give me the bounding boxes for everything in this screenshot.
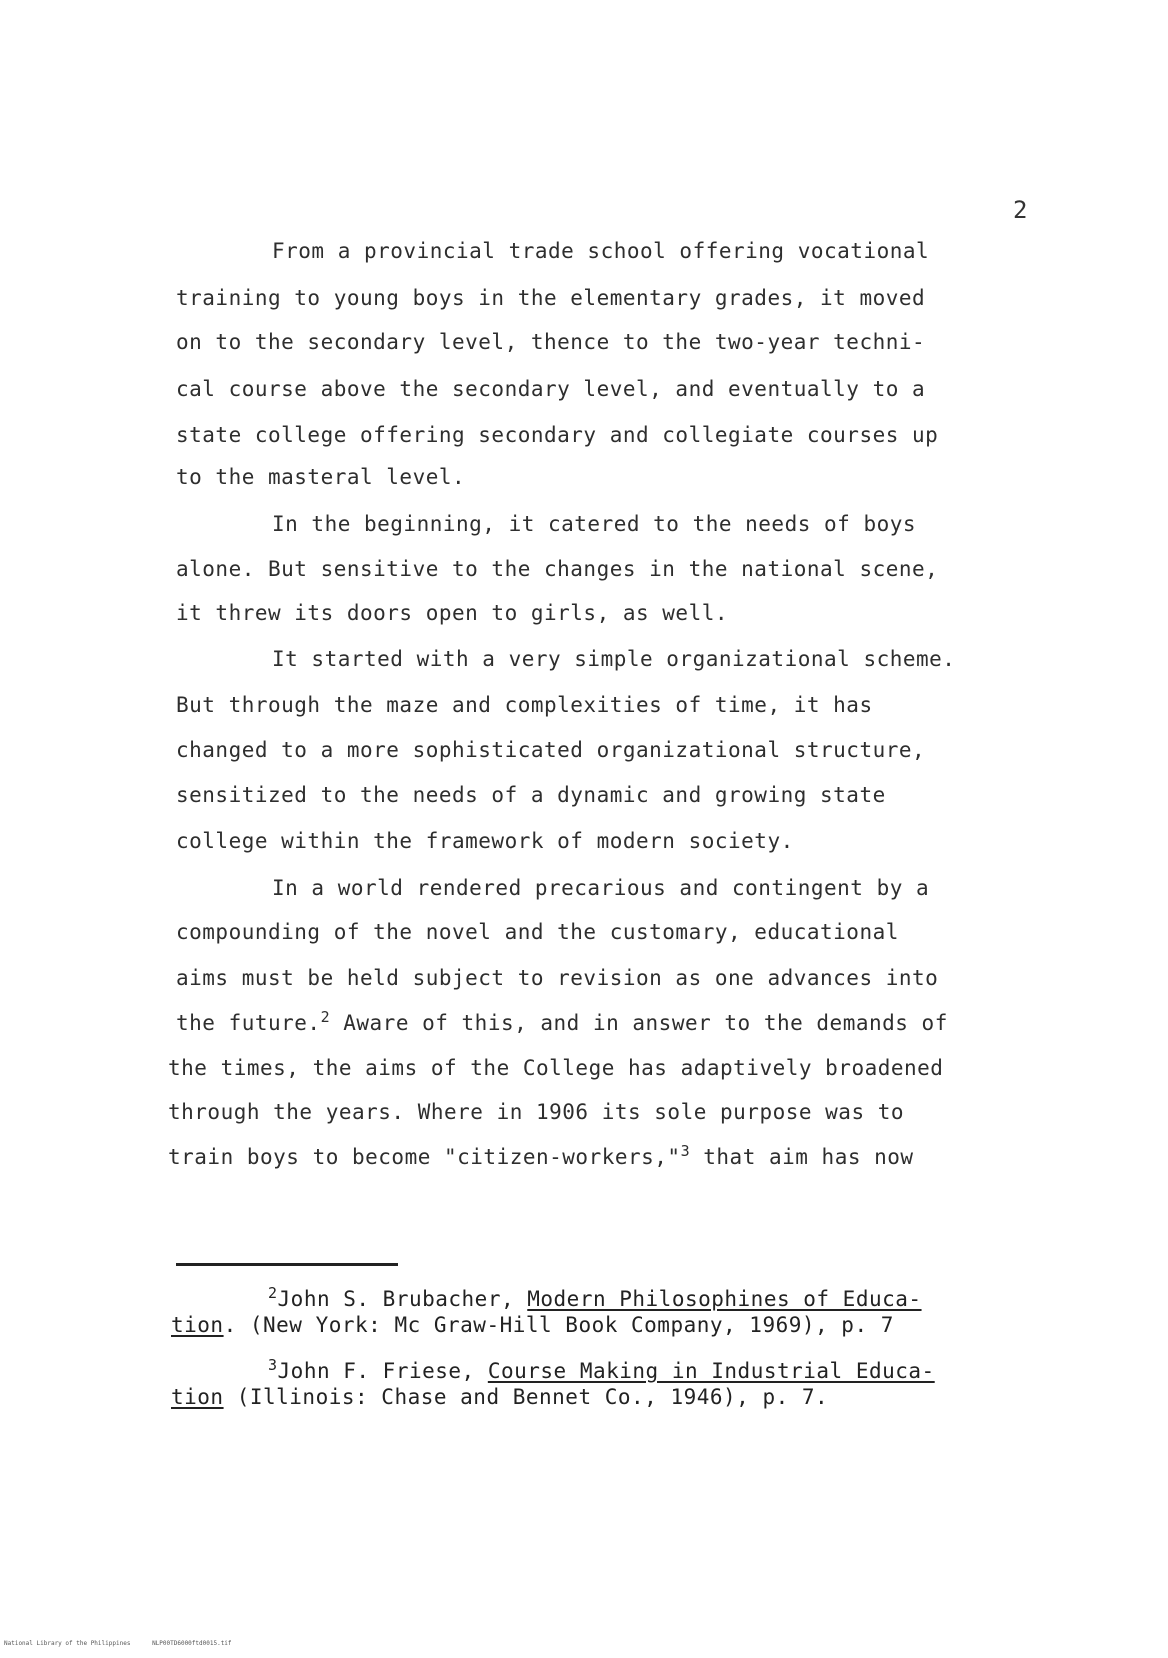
body-line: through the years. Where in 1906 its sole purpose was to <box>168 1100 905 1124</box>
line-text: the future. <box>176 1011 321 1035</box>
body-line: on to the secondary level, thence to the two-year techni- <box>176 330 926 354</box>
library-name: National Library of the Philippines <box>4 1640 131 1647</box>
scan-catalog-footer <box>4 1640 250 1647</box>
footnote-ref-3: 3 <box>680 1142 691 1160</box>
body-line: to the masteral level. <box>176 465 466 489</box>
body-line: it threw its doors open to girls, as well. <box>176 601 729 625</box>
footnote-title: tion <box>171 1385 224 1409</box>
body-line: changed to a more sophisticated organizational structure, <box>176 738 926 762</box>
line-text: train boys to become "citizen-workers," <box>168 1145 681 1169</box>
footnote-author: John F. Friese, <box>277 1359 488 1383</box>
footnote-title: tion <box>171 1313 224 1337</box>
footnote-publication: (Illinois: Chase and Bennet Co., 1946), p. 7. <box>223 1385 829 1409</box>
body-line: the times, the aims of the College has adaptively broadened <box>168 1056 944 1080</box>
footnote-marker: 2 <box>268 1284 278 1302</box>
body-line: training to young boys in the elementary grades, it moved <box>176 286 926 310</box>
body-line: From a provincial trade school offering vocational <box>272 239 930 263</box>
page-number: 2 <box>1013 196 1028 224</box>
body-line: sensitized to the needs of a dynamic and growing state <box>176 783 886 807</box>
footnote-2-line-1 <box>268 1284 922 1311</box>
body-line: alone. But sensitive to the changes in the national scene, <box>176 557 939 581</box>
line-text: that aim has now <box>690 1145 914 1169</box>
body-line <box>176 1008 948 1035</box>
body-line: college within the framework of modern society. <box>176 829 794 853</box>
body-line: In a world rendered precarious and contingent by a <box>272 876 930 900</box>
footnote-title: Course Making in Industrial Educa- <box>487 1359 935 1383</box>
body-line: cal course above the secondary level, and eventually to a <box>176 377 926 401</box>
footnote-separator <box>176 1263 398 1266</box>
footnote-title: Modern Philosophines of Educa- <box>527 1287 922 1311</box>
body-line: aims must be held subject to revision as one advances into <box>176 966 939 990</box>
footnote-3-line-1 <box>268 1356 935 1383</box>
body-line <box>168 1142 914 1169</box>
footnote-2-line-2 <box>171 1313 894 1337</box>
body-line: state college offering secondary and collegiate courses up <box>176 423 939 447</box>
footnote-author: John S. Brubacher, <box>277 1287 528 1311</box>
line-text: Aware of this, and in answer to the demands of <box>330 1011 948 1035</box>
body-line: It started with a very simple organizational scheme. <box>272 647 956 671</box>
scan-filename: NLP00TD6000ftd0015.tif <box>152 1640 232 1647</box>
footnote-ref-2: 2 <box>320 1008 331 1026</box>
footnote-3-line-2 <box>171 1385 828 1409</box>
footnote-marker: 3 <box>268 1356 278 1374</box>
body-line: compounding of the novel and the customary, educational <box>176 920 899 944</box>
body-line: But through the maze and complexities of time, it has <box>176 693 873 717</box>
footnote-publication: . (New York: Mc Graw-Hill Book Company, 1969), p. 7 <box>223 1313 894 1337</box>
body-line: In the beginning, it catered to the needs of boys <box>272 512 917 536</box>
